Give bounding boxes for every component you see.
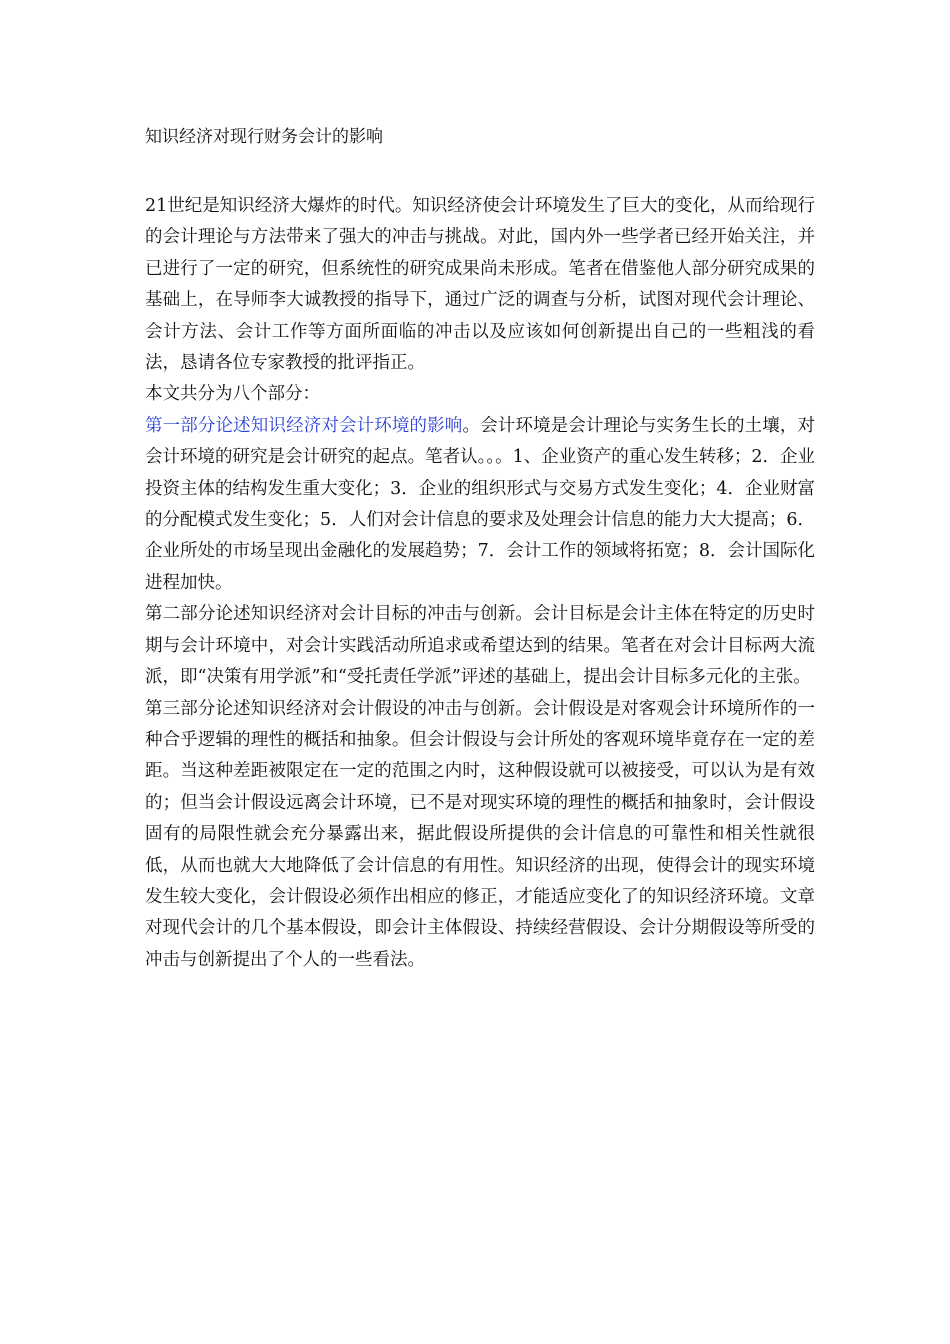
part-two-paragraph: 第二部分论述知识经济对会计目标的冲击与创新。会计目标是会计主体在特定的历史时期与会计环境中，对会计实践活动所追求或希望达到的结果。笔者在对会计目标两大流派，即“决策有用学派”和“受托责任学派”评述的基础上，提出会计目标多元化的主张。	[145, 604, 815, 688]
part-one-text: 。会计环境是会计理论与实务生长的土壤，对会计环境的研究是会计研究的起点。笔者认。。。1、企业资产的重心发生转移；2．企业投资主体的结构发生重大变化；3．企业的组织形式与交易方式发生变化；4．企业财富的分配模式发生变化；5．人们对会计信息的要求及处理会计信息的能力大大提高；6．企业所处的市场呈现出金融化的发展趋势；7．会计工作的领域将拓宽；8．会计国际化进程加快。	[145, 415, 816, 593]
document-body	[145, 191, 815, 976]
part-one-link[interactable]: 第一部分论述知识经济对会计环境的影响	[145, 415, 463, 436]
part-three-paragraph: 第三部分论述知识经济对会计假设的冲击与创新。会计假设是对客观会计环境所作的一种合乎逻辑的理性的概括和抽象。但会计假设与会计所处的客观环境毕竟存在一定的差距。当这种差距被限定在一定的范围之内时，这种假设就可以被接受，可以认为是有效的；但当会计假设远离会计环境，已不是对现实环境的理性的概括和抽象时，会计假设固有的局限性就会充分暴露出来，据此假设所提供的会计信息的可靠性和相关性就很低，从而也就大大地降低了会计信息的有用性。知识经济的出现，使得会计的现实环境发生较大变化，会计假设必须作出相应的修正，才能适应变化了的知识经济环境。文章对现代会计的几个基本假设，即会计主体假设、持续经营假设、会计分期假设等所受的冲击与创新提出了个人的一些看法。	[145, 698, 815, 970]
intro-paragraph: 21世纪是知识经济大爆炸的时代。知识经济使会计环境发生了巨大的变化，从而给现行的会计理论与方法带来了强大的冲击与挑战。对此，国内外一些学者已经开始关注，并已进行了一定的研究，但系统性的研究成果尚未形成。笔者在借鉴他人部分研究成果的基础上，在导师李大诚教授的指导下，通过广泛的调查与分析，试图对现代会计理论、会计方法、会计工作等方面所面临的冲击以及应该如何创新提出自己的一些粗浅的看法，恳请各位专家教授的批评指正。	[145, 196, 815, 374]
outline-intro-paragraph: 本文共分为八个部分：	[145, 384, 320, 405]
part-one-paragraph	[145, 411, 815, 599]
document-title: 知识经济对现行财务会计的影响	[145, 127, 383, 147]
